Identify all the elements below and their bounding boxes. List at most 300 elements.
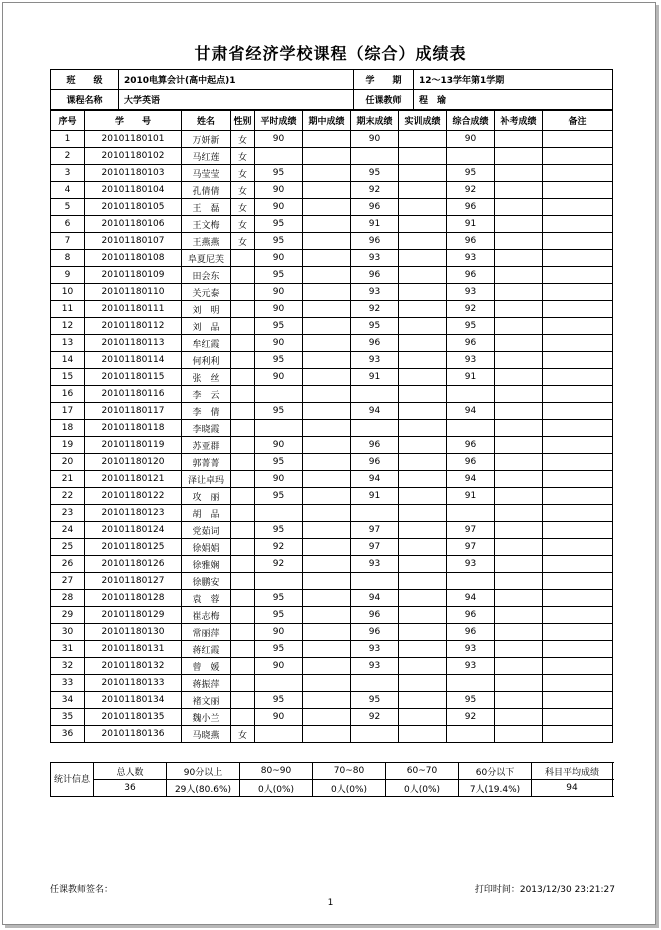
cell-overall-score: 96 — [447, 624, 495, 641]
teacher-signature: 任课教师签名： — [50, 885, 114, 895]
cell-remarks — [543, 624, 613, 641]
cell-practical-score — [399, 250, 447, 267]
cell-regular-score: 95 — [255, 403, 303, 420]
cell-practical-score — [399, 216, 447, 233]
cell-name: 牟红霞 — [182, 335, 231, 352]
header-student-id: 学 号 — [85, 111, 182, 131]
cell-name: 党茹词 — [182, 522, 231, 539]
cell-practical-score — [399, 726, 447, 743]
table-row — [51, 488, 613, 505]
cell-makeup-score — [495, 692, 543, 709]
cell-practical-score — [399, 590, 447, 607]
cell-name: 李晓霞 — [182, 420, 231, 437]
cell-final-score: 94 — [351, 403, 399, 420]
table-row — [51, 590, 613, 607]
cell-overall-score: 97 — [447, 522, 495, 539]
table-row — [51, 709, 613, 726]
cell-final-score: 93 — [351, 658, 399, 675]
cell-makeup-score — [495, 199, 543, 216]
cell-makeup-score — [495, 624, 543, 641]
cell-overall-score: 96 — [447, 267, 495, 284]
cell-remarks — [543, 267, 613, 284]
table-row — [51, 641, 613, 658]
cell-regular-score — [255, 573, 303, 590]
cell-midterm-score — [303, 301, 351, 318]
cell-final-score: 91 — [351, 216, 399, 233]
cell-makeup-score — [495, 403, 543, 420]
cell-overall-score: 95 — [447, 318, 495, 335]
stats-value: 0人(0%) — [313, 780, 386, 797]
cell-seq: 17 — [51, 403, 85, 420]
cell-regular-score: 95 — [255, 692, 303, 709]
cell-name: 刘 品 — [182, 318, 231, 335]
grades-table — [50, 110, 613, 743]
cell-overall-score: 96 — [447, 607, 495, 624]
cell-makeup-score — [495, 182, 543, 199]
cell-overall-score: 93 — [447, 556, 495, 573]
stats-header: 80~90 — [240, 763, 313, 780]
cell-midterm-score — [303, 675, 351, 692]
cell-midterm-score — [303, 182, 351, 199]
cell-midterm-score — [303, 199, 351, 216]
cell-remarks — [543, 420, 613, 437]
cell-makeup-score — [495, 471, 543, 488]
cell-seq: 32 — [51, 658, 85, 675]
table-row — [51, 624, 613, 641]
cell-overall-score — [447, 505, 495, 522]
cell-final-score: 96 — [351, 267, 399, 284]
cell-student-id: 20101180123 — [85, 505, 182, 522]
cell-overall-score: 94 — [447, 471, 495, 488]
cell-overall-score — [447, 148, 495, 165]
cell-seq: 24 — [51, 522, 85, 539]
cell-regular-score: 95 — [255, 318, 303, 335]
cell-midterm-score — [303, 403, 351, 420]
cell-remarks — [543, 335, 613, 352]
cell-regular-score: 92 — [255, 539, 303, 556]
cell-midterm-score — [303, 267, 351, 284]
cell-name: 褚文丽 — [182, 692, 231, 709]
cell-student-id: 20101180127 — [85, 573, 182, 590]
table-row — [51, 556, 613, 573]
cell-midterm-score — [303, 335, 351, 352]
cell-remarks — [543, 301, 613, 318]
cell-regular-score — [255, 505, 303, 522]
cell-name: 阜夏尼芙 — [182, 250, 231, 267]
cell-overall-score: 95 — [447, 692, 495, 709]
cell-regular-score: 90 — [255, 658, 303, 675]
cell-practical-score — [399, 386, 447, 403]
cell-overall-score: 93 — [447, 352, 495, 369]
cell-midterm-score — [303, 386, 351, 403]
cell-student-id: 20101180102 — [85, 148, 182, 165]
cell-student-id: 20101180106 — [85, 216, 182, 233]
cell-gender — [231, 454, 255, 471]
cell-final-score: 95 — [351, 318, 399, 335]
cell-makeup-score — [495, 488, 543, 505]
cell-seq: 18 — [51, 420, 85, 437]
cell-final-score: 96 — [351, 199, 399, 216]
cell-seq: 31 — [51, 641, 85, 658]
cell-midterm-score — [303, 556, 351, 573]
cell-seq: 5 — [51, 199, 85, 216]
cell-student-id: 20101180112 — [85, 318, 182, 335]
cell-gender — [231, 403, 255, 420]
cell-makeup-score — [495, 505, 543, 522]
cell-name: 苏亚群 — [182, 437, 231, 454]
cell-midterm-score — [303, 726, 351, 743]
cell-final-score: 97 — [351, 522, 399, 539]
cell-regular-score: 95 — [255, 454, 303, 471]
cell-regular-score: 90 — [255, 335, 303, 352]
cell-student-id: 20101180108 — [85, 250, 182, 267]
cell-practical-score — [399, 488, 447, 505]
table-row — [51, 607, 613, 624]
cell-makeup-score — [495, 539, 543, 556]
statistics-table — [50, 762, 613, 797]
stats-header: 70~80 — [313, 763, 386, 780]
cell-practical-score — [399, 641, 447, 658]
cell-final-score — [351, 505, 399, 522]
cell-makeup-score — [495, 420, 543, 437]
cell-gender — [231, 522, 255, 539]
cell-practical-score — [399, 267, 447, 284]
cell-gender — [231, 573, 255, 590]
cell-final-score: 95 — [351, 165, 399, 182]
cell-makeup-score — [495, 250, 543, 267]
cell-overall-score — [447, 726, 495, 743]
cell-student-id: 20101180122 — [85, 488, 182, 505]
table-row — [51, 420, 613, 437]
stats-header: 总人数 — [94, 763, 167, 780]
cell-final-score: 94 — [351, 590, 399, 607]
table-row — [51, 284, 613, 301]
cell-student-id: 20101180105 — [85, 199, 182, 216]
table-row — [51, 165, 613, 182]
cell-practical-score — [399, 284, 447, 301]
cell-name: 王燕燕 — [182, 233, 231, 250]
cell-practical-score — [399, 335, 447, 352]
cell-gender: 女 — [231, 233, 255, 250]
cell-practical-score — [399, 165, 447, 182]
cell-student-id: 20101180124 — [85, 522, 182, 539]
cell-name: 李 倩 — [182, 403, 231, 420]
table-row — [51, 233, 613, 250]
table-row — [51, 658, 613, 675]
cell-seq: 12 — [51, 318, 85, 335]
cell-final-score — [351, 148, 399, 165]
cell-final-score: 96 — [351, 454, 399, 471]
cell-makeup-score — [495, 556, 543, 573]
cell-seq: 19 — [51, 437, 85, 454]
table-row — [51, 726, 613, 743]
cell-midterm-score — [303, 641, 351, 658]
cell-name: 曾 媛 — [182, 658, 231, 675]
cell-student-id: 20101180133 — [85, 675, 182, 692]
cell-name: 崔志梅 — [182, 607, 231, 624]
cell-name: 郭菁菁 — [182, 454, 231, 471]
cell-student-id: 20101180109 — [85, 267, 182, 284]
cell-practical-score — [399, 522, 447, 539]
cell-midterm-score — [303, 318, 351, 335]
cell-remarks — [543, 539, 613, 556]
cell-gender — [231, 471, 255, 488]
cell-makeup-score — [495, 335, 543, 352]
cell-student-id: 20101180132 — [85, 658, 182, 675]
cell-name: 何利利 — [182, 352, 231, 369]
header-remarks: 备注 — [543, 111, 613, 131]
table-row — [51, 692, 613, 709]
cell-final-score — [351, 726, 399, 743]
cell-remarks — [543, 284, 613, 301]
table-row — [51, 454, 613, 471]
cell-regular-score: 90 — [255, 182, 303, 199]
cell-regular-score: 90 — [255, 369, 303, 386]
table-row — [51, 216, 613, 233]
cell-overall-score: 94 — [447, 590, 495, 607]
cell-seq: 36 — [51, 726, 85, 743]
cell-makeup-score — [495, 709, 543, 726]
cell-practical-score — [399, 573, 447, 590]
cell-name: 万妍新 — [182, 131, 231, 148]
stats-value: 7人(19.4%) — [459, 780, 532, 797]
term-label: 学 期 — [354, 70, 414, 90]
cell-makeup-score — [495, 454, 543, 471]
cell-overall-score: 95 — [447, 165, 495, 182]
cell-overall-score: 96 — [447, 437, 495, 454]
cell-final-score: 95 — [351, 692, 399, 709]
table-row — [51, 267, 613, 284]
cell-regular-score — [255, 386, 303, 403]
cell-remarks — [543, 573, 613, 590]
teacher-value: 程 瑜 — [414, 90, 613, 110]
cell-midterm-score — [303, 488, 351, 505]
cell-gender — [231, 335, 255, 352]
cell-gender — [231, 505, 255, 522]
cell-midterm-score — [303, 692, 351, 709]
cell-practical-score — [399, 505, 447, 522]
class-label: 班 级 — [51, 70, 119, 90]
cell-final-score: 96 — [351, 437, 399, 454]
cell-final-score — [351, 675, 399, 692]
table-row — [51, 250, 613, 267]
cell-regular-score: 90 — [255, 709, 303, 726]
header-overall-score: 综合成绩 — [447, 111, 495, 131]
cell-final-score: 93 — [351, 352, 399, 369]
cell-seq: 8 — [51, 250, 85, 267]
table-row — [51, 471, 613, 488]
course-info-table — [50, 69, 613, 110]
cell-gender — [231, 590, 255, 607]
cell-student-id: 20101180126 — [85, 556, 182, 573]
cell-practical-score — [399, 709, 447, 726]
cell-gender: 女 — [231, 165, 255, 182]
cell-makeup-score — [495, 216, 543, 233]
cell-seq: 30 — [51, 624, 85, 641]
cell-overall-score: 90 — [447, 131, 495, 148]
cell-seq: 2 — [51, 148, 85, 165]
cell-makeup-score — [495, 658, 543, 675]
cell-practical-score — [399, 454, 447, 471]
cell-name: 徐娟娟 — [182, 539, 231, 556]
cell-regular-score: 95 — [255, 488, 303, 505]
cell-midterm-score — [303, 437, 351, 454]
cell-final-score: 94 — [351, 471, 399, 488]
cell-gender — [231, 658, 255, 675]
cell-makeup-score — [495, 233, 543, 250]
cell-makeup-score — [495, 318, 543, 335]
table-row — [51, 522, 613, 539]
cell-overall-score: 91 — [447, 216, 495, 233]
cell-practical-score — [399, 556, 447, 573]
cell-student-id: 20101180125 — [85, 539, 182, 556]
cell-makeup-score — [495, 573, 543, 590]
cell-overall-score: 92 — [447, 301, 495, 318]
cell-midterm-score — [303, 505, 351, 522]
cell-student-id: 20101180121 — [85, 471, 182, 488]
cell-seq: 33 — [51, 675, 85, 692]
cell-gender — [231, 420, 255, 437]
cell-practical-score — [399, 148, 447, 165]
table-row — [51, 148, 613, 165]
cell-remarks — [543, 182, 613, 199]
stats-header: 90分以上 — [167, 763, 240, 780]
cell-makeup-score — [495, 352, 543, 369]
cell-remarks — [543, 505, 613, 522]
cell-practical-score — [399, 692, 447, 709]
cell-overall-score: 97 — [447, 539, 495, 556]
cell-midterm-score — [303, 420, 351, 437]
cell-practical-score — [399, 471, 447, 488]
cell-midterm-score — [303, 454, 351, 471]
cell-gender — [231, 709, 255, 726]
cell-student-id: 20101180120 — [85, 454, 182, 471]
cell-overall-score: 96 — [447, 335, 495, 352]
cell-regular-score: 95 — [255, 590, 303, 607]
cell-practical-score — [399, 352, 447, 369]
cell-regular-score — [255, 726, 303, 743]
cell-gender — [231, 556, 255, 573]
cell-student-id: 20101180113 — [85, 335, 182, 352]
cell-gender — [231, 624, 255, 641]
cell-remarks — [543, 318, 613, 335]
cell-regular-score: 95 — [255, 522, 303, 539]
cell-practical-score — [399, 437, 447, 454]
cell-remarks — [543, 454, 613, 471]
cell-name: 袁 蓉 — [182, 590, 231, 607]
cell-gender — [231, 488, 255, 505]
cell-overall-score — [447, 573, 495, 590]
cell-gender: 女 — [231, 199, 255, 216]
cell-name: 李 云 — [182, 386, 231, 403]
cell-midterm-score — [303, 148, 351, 165]
cell-seq: 9 — [51, 267, 85, 284]
cell-remarks — [543, 471, 613, 488]
cell-overall-score: 93 — [447, 658, 495, 675]
cell-remarks — [543, 590, 613, 607]
cell-seq: 14 — [51, 352, 85, 369]
cell-student-id: 20101180130 — [85, 624, 182, 641]
cell-name: 王 磊 — [182, 199, 231, 216]
cell-makeup-score — [495, 675, 543, 692]
cell-gender — [231, 250, 255, 267]
cell-student-id: 20101180115 — [85, 369, 182, 386]
cell-overall-score: 93 — [447, 250, 495, 267]
cell-student-id: 20101180101 — [85, 131, 182, 148]
cell-midterm-score — [303, 165, 351, 182]
cell-remarks — [543, 403, 613, 420]
stats-value: 94 — [532, 780, 613, 797]
cell-makeup-score — [495, 522, 543, 539]
cell-overall-score — [447, 675, 495, 692]
cell-final-score: 92 — [351, 709, 399, 726]
cell-gender: 女 — [231, 182, 255, 199]
cell-remarks — [543, 658, 613, 675]
cell-name: 张 丝 — [182, 369, 231, 386]
cell-name: 关元泰 — [182, 284, 231, 301]
cell-remarks — [543, 726, 613, 743]
stats-header: 60分以下 — [459, 763, 532, 780]
cell-final-score: 96 — [351, 607, 399, 624]
course-value: 大学英语 — [119, 90, 354, 110]
cell-overall-score: 96 — [447, 199, 495, 216]
header-practical-score: 实训成绩 — [399, 111, 447, 131]
cell-regular-score: 90 — [255, 471, 303, 488]
cell-gender: 女 — [231, 216, 255, 233]
cell-midterm-score — [303, 471, 351, 488]
cell-seq: 28 — [51, 590, 85, 607]
cell-midterm-score — [303, 250, 351, 267]
cell-seq: 26 — [51, 556, 85, 573]
cell-regular-score — [255, 148, 303, 165]
cell-seq: 4 — [51, 182, 85, 199]
cell-practical-score — [399, 607, 447, 624]
cell-final-score: 93 — [351, 556, 399, 573]
cell-seq: 16 — [51, 386, 85, 403]
cell-final-score: 97 — [351, 539, 399, 556]
cell-remarks — [543, 199, 613, 216]
teacher-label: 任课教师 — [354, 90, 414, 110]
cell-overall-score — [447, 420, 495, 437]
table-row — [51, 352, 613, 369]
cell-remarks — [543, 148, 613, 165]
cell-seq: 22 — [51, 488, 85, 505]
cell-seq: 21 — [51, 471, 85, 488]
header-final-score: 期末成绩 — [351, 111, 399, 131]
table-row — [51, 386, 613, 403]
cell-regular-score: 90 — [255, 301, 303, 318]
print-time: 打印时间：2013/12/30 23:21:27 — [474, 885, 615, 895]
cell-remarks — [543, 522, 613, 539]
cell-midterm-score — [303, 352, 351, 369]
cell-seq: 29 — [51, 607, 85, 624]
header-regular-score: 平时成绩 — [255, 111, 303, 131]
cell-remarks — [543, 352, 613, 369]
table-row — [51, 301, 613, 318]
table-row — [51, 182, 613, 199]
stats-header: 60~70 — [386, 763, 459, 780]
cell-final-score: 93 — [351, 250, 399, 267]
cell-seq: 15 — [51, 369, 85, 386]
cell-final-score: 90 — [351, 131, 399, 148]
cell-student-id: 20101180135 — [85, 709, 182, 726]
table-row — [51, 131, 613, 148]
cell-final-score: 93 — [351, 641, 399, 658]
cell-midterm-score — [303, 573, 351, 590]
cell-remarks — [543, 386, 613, 403]
cell-regular-score: 90 — [255, 199, 303, 216]
header-gender: 性别 — [231, 111, 255, 131]
